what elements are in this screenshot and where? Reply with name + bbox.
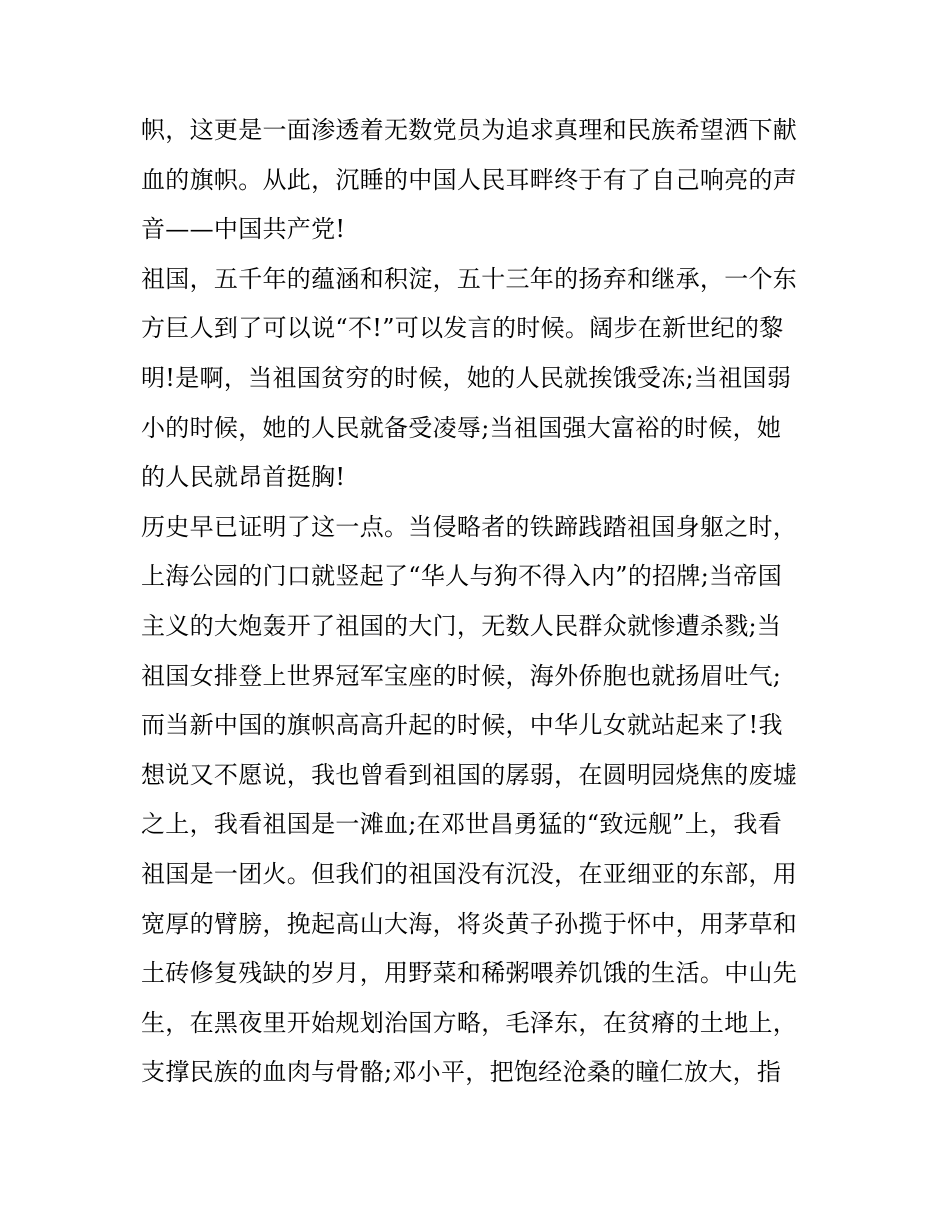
text-line: 音——中国共产党! xyxy=(141,215,346,244)
text-line: 上海公园的门口就竖起了“华人与狗不得入内”的招牌;当帝国 xyxy=(141,562,783,591)
text-line: 生，在黑夜里开始规划治国方略，毛泽东，在贫瘠的土地上， xyxy=(141,1008,798,1037)
text-line: 血的旗帜。从此，沉睡的中国人民耳畔终于有了自己响亮的声 xyxy=(141,165,798,194)
text-line: 支撑民族的血肉与骨骼;邓小平，把饱经沧桑的瞳仁放大，指 xyxy=(141,1058,782,1087)
text-line: 主义的大炮轰开了祖国的大门，无数人民群众就惨遭杀戮;当 xyxy=(141,611,782,640)
text-line: 想说又不愿说，我也曾看到祖国的孱弱，在圆明园烧焦的废墟 xyxy=(141,760,798,789)
text-line: 明!是啊，当祖国贫穷的时候，她的人民就挨饿受冻;当祖国弱 xyxy=(141,363,792,392)
text-body xyxy=(141,106,821,1098)
text-line: 祖国女排登上世界冠军宝座的时候，海外侨胞也就扬眉吐气; xyxy=(141,661,782,690)
text-line: 之上，我看祖国是一滩血;在邓世昌勇猛的“致远舰”上，我看 xyxy=(141,810,783,839)
text-line: 帜，这更是一面渗透着无数党员为追求真理和民族希望洒下献 xyxy=(141,116,798,144)
text-line: 土砖修复残缺的岁月，用野菜和稀粥喂养饥饿的生活。中山先 xyxy=(141,959,798,988)
text-line: 祖国，五千年的蕴涵和积淀，五十三年的扬弃和继承，一个东 xyxy=(141,264,798,293)
text-line: 而当新中国的旗帜高高升起的时候，中华儿女就站起来了!我 xyxy=(141,711,783,740)
text-line: 小的时候，她的人民就备受凌辱;当祖国强大富裕的时候，她 xyxy=(141,413,782,442)
text-line: 宽厚的臂膀，挽起高山大海，将炎黄子孙揽于怀中，用茅草和 xyxy=(141,909,798,938)
text-line: 祖国是一团火。但我们的祖国没有沉没，在亚细亚的东部，用 xyxy=(141,859,798,888)
text-line: 的人民就昂首挺胸! xyxy=(141,463,346,492)
text-line: 历史早已证明了这一点。当侵略者的铁蹄践踏祖国身躯之时， xyxy=(141,512,798,541)
text-line: 方巨人到了可以说“不!”可以发言的时候。阔步在新世纪的黎 xyxy=(141,314,784,343)
